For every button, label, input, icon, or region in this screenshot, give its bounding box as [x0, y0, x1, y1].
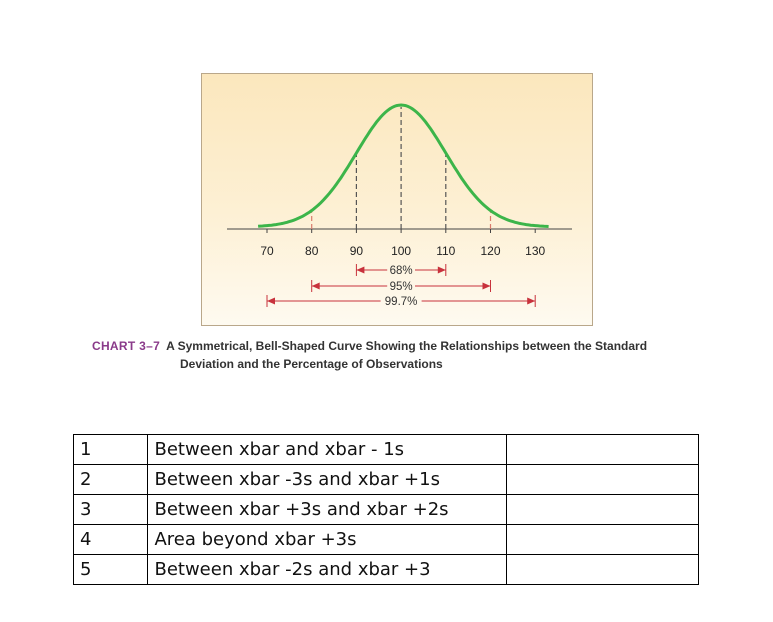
- table-row: [74, 555, 699, 585]
- tick-label-130: 130: [525, 244, 546, 258]
- tick-label-110: 110: [436, 244, 456, 258]
- bell-curve-line: [258, 105, 548, 227]
- range-arrowhead-left-0: [356, 267, 364, 274]
- table-row: [74, 435, 699, 465]
- answer-cell[interactable]: [506, 525, 698, 555]
- range-arrowhead-right-1: [483, 283, 491, 290]
- answer-cell[interactable]: [506, 495, 698, 525]
- answer-cell[interactable]: [506, 435, 698, 465]
- caption-line-2: Deviation and the Percentage of Observations: [180, 357, 443, 371]
- row-number: 3: [74, 495, 148, 525]
- row-description: Between xbar -2s and xbar +3: [148, 555, 506, 585]
- table-row: [74, 525, 699, 555]
- bell-curve-chart: [202, 74, 592, 325]
- caption-number: CHART 3–7: [92, 339, 161, 353]
- range-label-1: 95%: [389, 281, 413, 293]
- tick-label-70: 70: [260, 244, 274, 258]
- range-label-0: 68%: [389, 265, 413, 277]
- row-number: 2: [74, 465, 148, 495]
- row-number: 1: [74, 435, 148, 465]
- row-description: Between xbar -3s and xbar +1s: [148, 465, 506, 495]
- table-row: [74, 495, 699, 525]
- row-description: Between xbar +3s and xbar +2s: [148, 495, 506, 525]
- question-table: [73, 434, 699, 585]
- row-description: Area beyond xbar +3s: [148, 525, 506, 555]
- tick-label-100: 100: [391, 244, 412, 258]
- tick-label-120: 120: [480, 244, 501, 258]
- table-row: [74, 465, 699, 495]
- range-arrowhead-right-0: [438, 267, 446, 274]
- row-number: 5: [74, 555, 148, 585]
- range-arrowhead-left-1: [312, 283, 320, 290]
- chart-caption: [92, 337, 732, 373]
- tick-label-80: 80: [305, 244, 319, 258]
- answer-cell[interactable]: [506, 465, 698, 495]
- row-number: 4: [74, 525, 148, 555]
- chart-panel: [201, 73, 593, 326]
- caption-line-1: A Symmetrical, Bell-Shaped Curve Showing the Relationships between the Standard: [166, 339, 648, 353]
- range-label-2: 99.7%: [384, 296, 418, 308]
- range-arrowhead-right-2: [527, 298, 535, 305]
- answer-cell[interactable]: [506, 555, 698, 585]
- row-description: Between xbar and xbar - 1s: [148, 435, 506, 465]
- tick-label-90: 90: [349, 244, 364, 258]
- range-arrowhead-left-2: [267, 298, 275, 305]
